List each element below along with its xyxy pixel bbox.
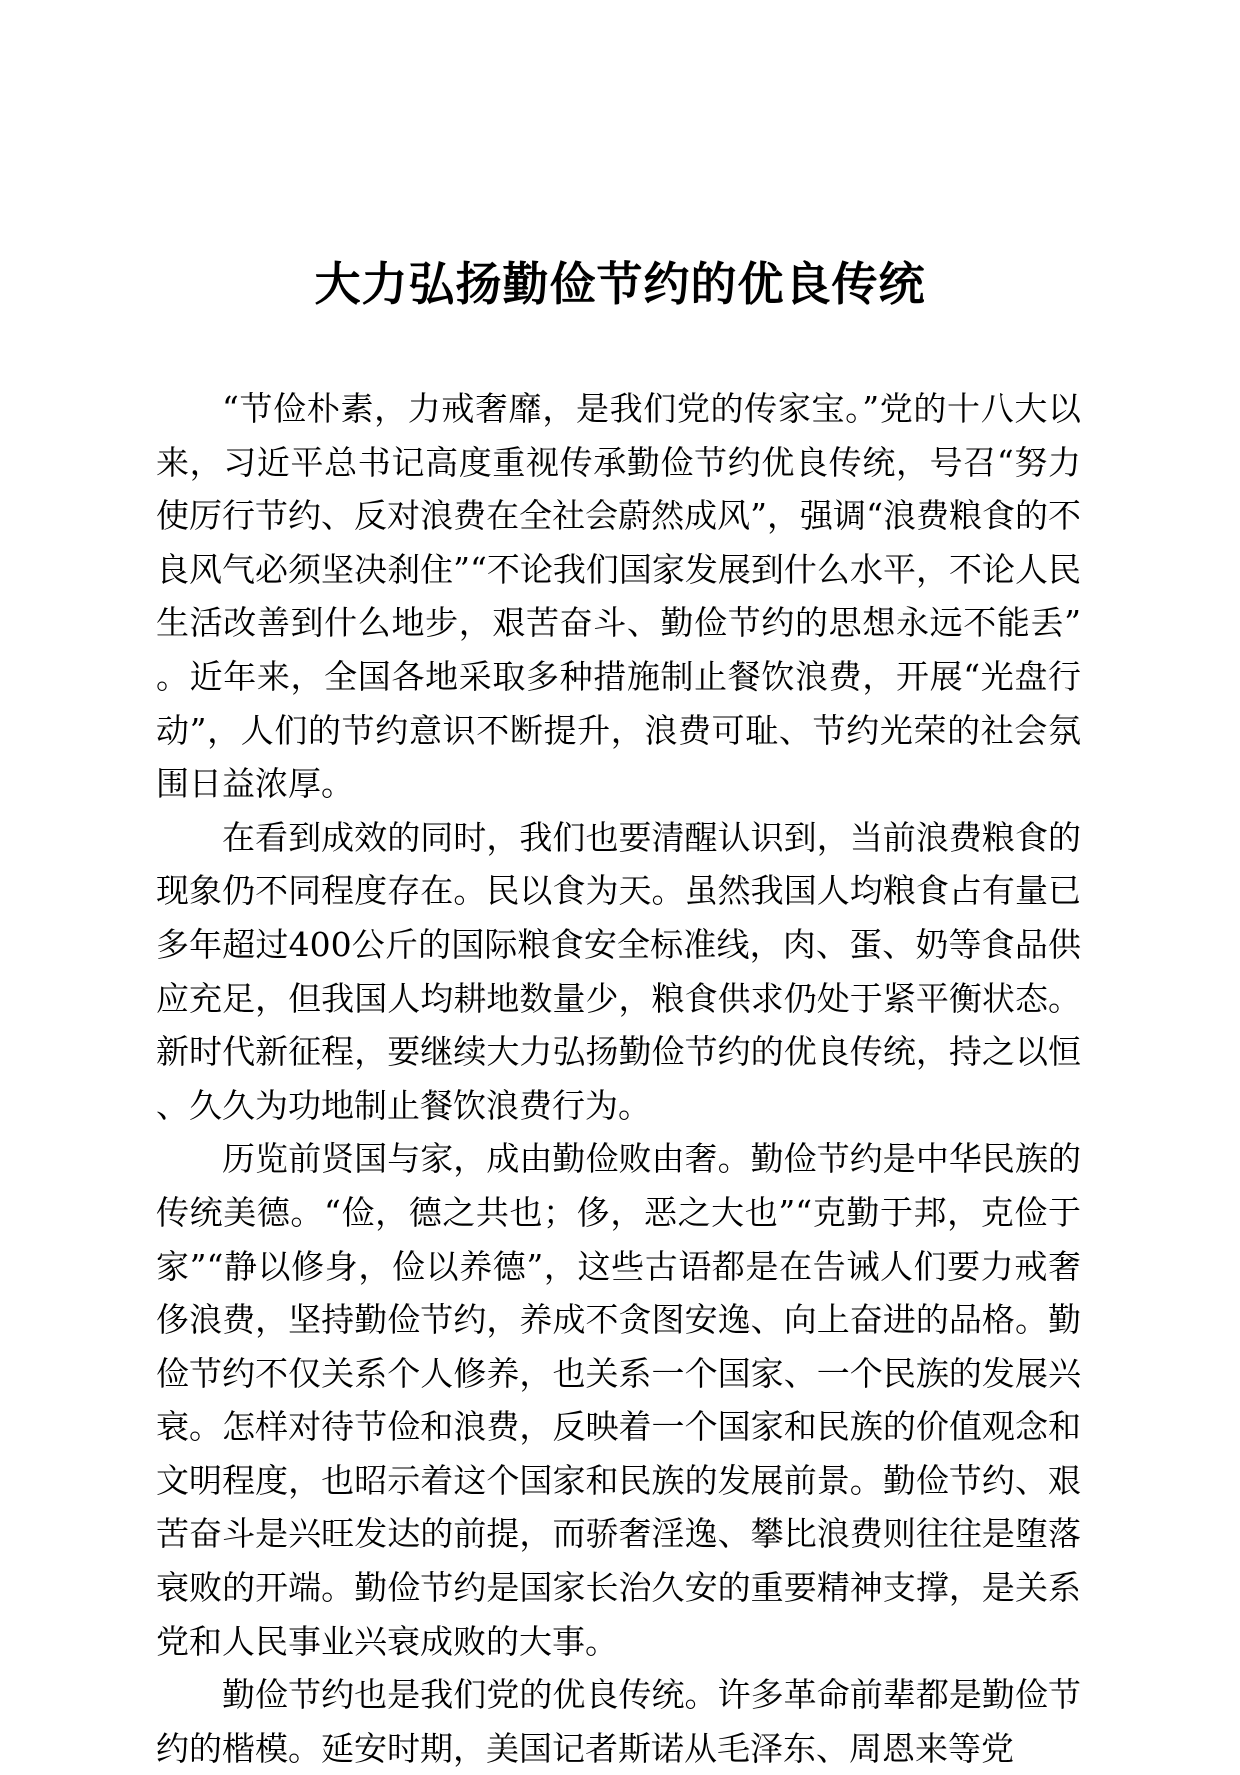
paragraph-2: 在看到成效的同时，我们也要清醒认识到，当前浪费粮食的现象仍不同程度存在。民以食为天。虽然我国人均粮食占有量已多年超过400公斤的国际粮食安全标准线，肉、蛋、奶等食品供应充足，但我国人均耕地数量少，粮食供求仍处于紧平衡状态。新时代新征程，要继续大力弘扬勤俭节约的优良传统，持之以恒、久久为功地制止餐饮浪费行为。 — [156, 817, 1081, 1125]
document-title: 大力弘扬勤俭节约的优良传统 — [314, 257, 926, 311]
paragraph-4: 勤俭节约也是我们党的优良传统。许多革命前辈都是勤俭节约的楷模。延安时期，美国记者斯诺从毛泽东、周恩来等党 — [156, 1675, 1081, 1768]
document-body — [156, 382, 1081, 1775]
paragraph-3: 历览前贤国与家，成由勤俭败由奢。勤俭节约是中华民族的传统美德。“俭，德之共也；侈，恶之大也”“克勤于邦，克俭于家”“静以修身，俭以养德”，这些古语都是在告诫人们要力戒奢侈浪费，坚持勤俭节约，养成不贪图安逸、向上奋进的品格。勤俭节约不仅关系个人修养，也关系一个国家、一个民族的发展兴衰。怎样对待节俭和浪费，反映着一个国家和民族的价值观念和文明程度，也昭示着这个国家和民族的发展前景。勤俭节约、艰苦奋斗是兴旺发达的前提，而骄奢淫逸、攀比浪费则往往是堕落衰败的开端。勤俭节约是国家长治久安的重要精神支撑，是关系党和人民事业兴衰成败的大事。 — [156, 1139, 1081, 1661]
paragraph-1: “节俭朴素，力戒奢靡，是我们党的传家宝。”党的十八大以来，习近平总书记高度重视传承勤俭节约优良传统，号召“努力使厉行节约、反对浪费在全社会蔚然成风”，强调“浪费粮食的不良风气必须坚决刹住”“不论我们国家发展到什么水平，不论人民生活改善到什么地步，艰苦奋斗、勤俭节约的思想永远不能丢”。近年来，全国各地采取多种措施制止餐饮浪费，开展“光盘行动”，人们的节约意识不断提升，浪费可耻、节约光荣的社会氛围日益浓厚。 — [156, 389, 1081, 804]
